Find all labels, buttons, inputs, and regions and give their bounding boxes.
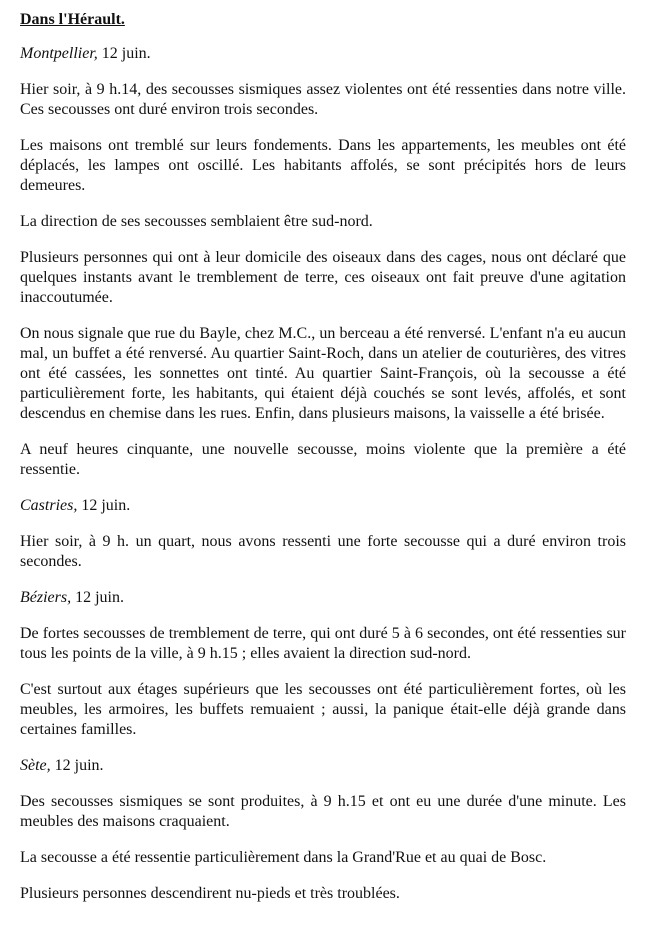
dateline-montpellier xyxy=(20,44,626,64)
dateline-date: 12 juin. xyxy=(50,757,104,774)
paragraph: A neuf heures cinquante, une nouvelle secousse, moins violente que la première a été ressentie. xyxy=(20,441,626,478)
paragraph: Hier soir, à 9 h. un quart, nous avons ressenti une forte secousse qui a duré environ trois secondes. xyxy=(20,533,626,570)
paragraph: La secousse a été ressentie particulièrement dans la Grand'Rue et au quai de Bosc. xyxy=(20,849,547,866)
document-title: Dans l'Hérault. xyxy=(20,11,125,28)
dateline-date: 12 juin. xyxy=(71,589,124,606)
dateline-date: 12 juin. xyxy=(97,45,151,62)
paragraph: On nous signale que rue du Bayle, chez M.C., un berceau a été renversé. L'enfant n'a eu aucun mal, un buffet a été renversé. Au quartier Saint-Roch, dans un atelier de couturières, des vitres ont été cassées, les sonnettes ont tinté. Au quartier Saint-François, où la secousse a été particulièrement forte, les habitants, qui étaient déjà couchés se sont levés, affolés, et sont descendus en chemise dans les rues. Enfin, dans plusieurs maisons, la vaisselle a été brisée. xyxy=(20,325,626,422)
paragraph: La direction de ses secousses semblaient être sud-nord. xyxy=(20,213,373,230)
paragraph: C'est surtout aux étages supérieurs que les secousses ont été particulièrement fortes, où les meubles, les armoires, les buffets remuaient ; aussi, la panique était-elle déjà grande dans certaines familles. xyxy=(20,681,626,738)
dateline-date: 12 juin. xyxy=(77,497,131,514)
paragraph: Plusieurs personnes qui ont à leur domicile des oiseaux dans des cages, nous ont déclaré que quelques instants avant le tremblement de terre, ces oiseaux ont fait preuve d'une agitation inaccoutumée. xyxy=(20,249,626,306)
paragraph: Plusieurs personnes descendirent nu-pieds et très troublées. xyxy=(20,885,400,902)
dateline-place: Montpellier, xyxy=(20,45,98,62)
dateline-castries xyxy=(20,496,626,516)
dateline-place: Béziers, xyxy=(20,589,72,606)
paragraph: De fortes secousses de tremblement de terre, qui ont duré 5 à 6 secondes, ont été ressenties sur tous les points de la ville, à 9 h.15 ; elles avaient la direction sud-nord. xyxy=(20,625,626,662)
dateline-sete xyxy=(20,756,626,776)
dateline-place: Sète, xyxy=(20,757,51,774)
paragraph: Les maisons ont tremblé sur leurs fondements. Dans les appartements, les meubles ont été déplacés, les lampes ont oscillé. Les habitants affolés, se sont précipités hors de leurs demeures. xyxy=(20,137,626,194)
dateline-beziers xyxy=(20,588,626,608)
paragraph: Hier soir, à 9 h.14, des secousses sismiques assez violentes ont été ressenties dans notre ville. Ces secousses ont duré environ trois secondes. xyxy=(20,81,626,118)
paragraph: Des secousses sismiques se sont produites, à 9 h.15 et ont eu une durée d'une minute. Les meubles des maisons craquaient. xyxy=(20,793,626,830)
dateline-place: Castries, xyxy=(20,497,78,514)
